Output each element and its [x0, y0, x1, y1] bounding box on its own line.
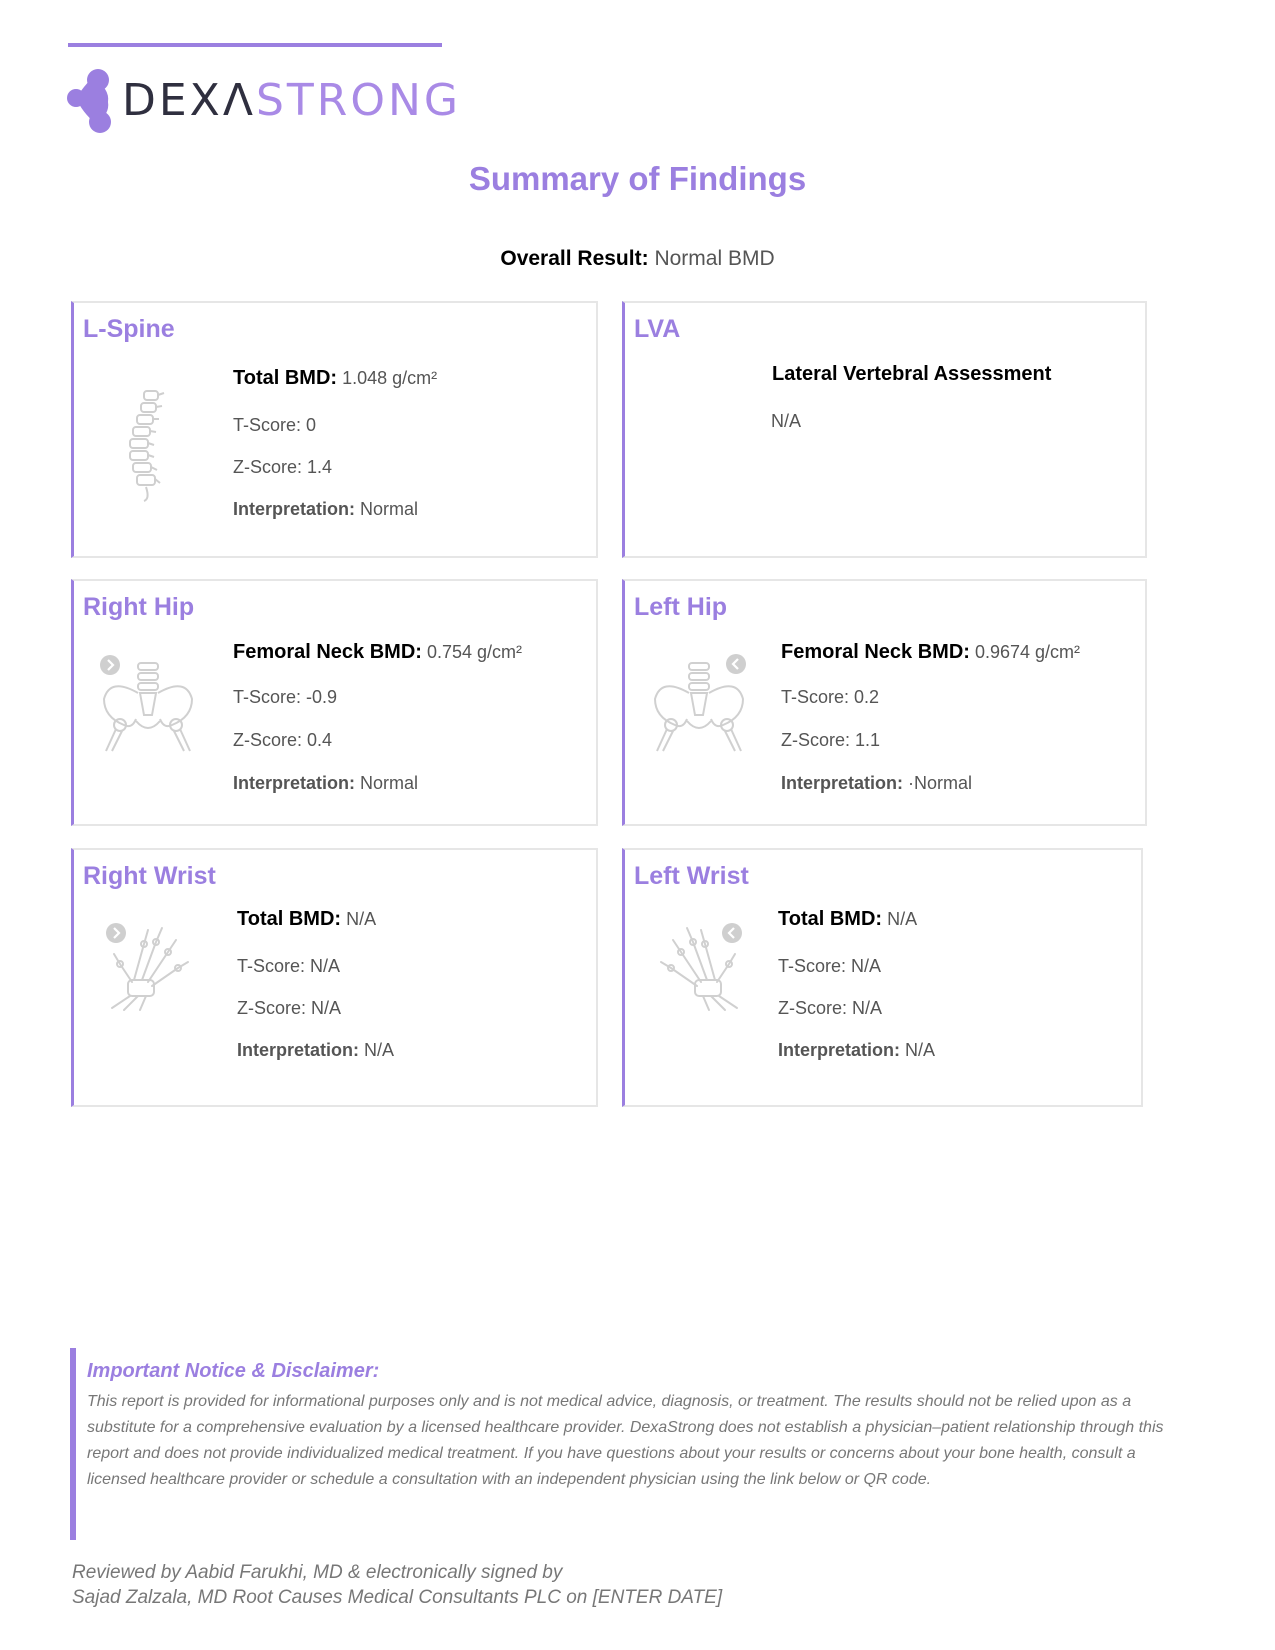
- card-right-hip: [71, 579, 598, 826]
- field-value: N/A: [887, 909, 918, 929]
- overall-result-label: Overall Result:: [500, 247, 649, 270]
- t-score: T-Score: 0: [233, 415, 317, 435]
- card-left-hip: [622, 579, 1147, 826]
- card-title: Right Hip: [83, 593, 195, 621]
- t-score: T-Score: -0.9: [233, 687, 338, 707]
- logo-mark-icon: [66, 68, 118, 134]
- interpretation: [233, 773, 418, 794]
- page-title: Summary of Findings: [468, 160, 807, 197]
- overall-result-value: Normal BMD: [654, 247, 775, 270]
- z-score: Z-Score: 1.4: [233, 457, 333, 477]
- femoral-neck-bmd: [233, 641, 522, 664]
- z-score: Z-Score: N/A: [778, 998, 883, 1018]
- interpretation: [778, 1040, 935, 1061]
- field-value: ·Normal: [908, 773, 973, 793]
- lva-subtitle: Lateral Vertebral Assessment: [772, 363, 1052, 385]
- t-score: T-Score: N/A: [778, 956, 882, 976]
- pelvis-icon: [98, 659, 198, 753]
- total-bmd: [778, 908, 917, 931]
- card-title: Left Hip: [634, 593, 728, 621]
- brand-name-light: STRONG: [255, 75, 461, 126]
- field-label: Interpretation:: [233, 773, 356, 793]
- card-lspine: [71, 301, 598, 558]
- card-title: LVA: [634, 315, 681, 343]
- field-label: Total BMD:: [237, 908, 342, 930]
- disclaimer-body: This report is provided for informational purposes only and is not medical advice, diagnosis, or treatment. The results should not be relied upon as a substitute for a comprehensive evaluation by a licensed healthcare provider. DexaStrong does not establish a physician–patient relationship through this report and does not provide individualized medical treatment. If you have questions about your results or concerns about your bone health, consult a licensed healthcare provider or schedule a consultation with an independent physician using the link below or QR code.: [87, 1393, 1164, 1488]
- overall-result: [0, 247, 1275, 271]
- field-label: Femoral Neck BMD:: [781, 641, 970, 663]
- hand-icon: [104, 920, 196, 1012]
- card-left-wrist: [622, 848, 1143, 1107]
- field-value: Normal: [360, 773, 419, 793]
- interpretation: [781, 773, 972, 794]
- total-bmd: [233, 367, 437, 390]
- brand-logo: [66, 66, 461, 136]
- signoff: [72, 1560, 722, 1610]
- field-label: Total BMD:: [233, 367, 338, 389]
- card-title: Right Wrist: [83, 862, 216, 890]
- disclaimer-title: Important Notice & Disclaimer:: [87, 1360, 380, 1382]
- field-label: Interpretation:: [237, 1040, 360, 1060]
- z-score: Z-Score: 1.1: [781, 730, 881, 750]
- interpretation: [233, 499, 418, 520]
- field-value: 1.048 g/cm²: [342, 368, 438, 388]
- field-label: Interpretation:: [233, 499, 356, 519]
- card-right-wrist: [71, 848, 598, 1107]
- pelvis-icon: [649, 659, 749, 753]
- field-label: Total BMD:: [778, 908, 883, 930]
- signoff-line-1: Reviewed by Aabid Farukhi, MD & electronically signed by: [72, 1562, 563, 1583]
- field-value: N/A: [364, 1040, 395, 1060]
- field-label: Interpretation:: [781, 773, 904, 793]
- t-score: T-Score: 0.2: [781, 687, 880, 707]
- signoff-line-2: Sajad Zalzala, MD Root Causes Medical Consultants PLC on [ENTER DATE]: [72, 1587, 723, 1608]
- logo-rule: [68, 43, 442, 47]
- spine-icon: [120, 387, 170, 503]
- total-bmd: [237, 908, 376, 931]
- card-title: Left Wrist: [634, 862, 749, 890]
- card-title: L-Spine: [83, 315, 175, 343]
- field-value: N/A: [346, 909, 377, 929]
- field-value: 0.754 g/cm²: [426, 642, 522, 662]
- brand-wordmark: [122, 75, 461, 126]
- card-lva: [622, 301, 1147, 558]
- disclaimer-box: [70, 1348, 1190, 1540]
- z-score: Z-Score: 0.4: [233, 730, 333, 750]
- field-value: Normal: [360, 499, 419, 519]
- lva-value: N/A: [771, 411, 802, 431]
- t-score: T-Score: N/A: [237, 956, 341, 976]
- field-value: 0.9674 g/cm²: [974, 642, 1081, 662]
- field-label: Femoral Neck BMD:: [233, 641, 422, 663]
- field-label: Interpretation:: [778, 1040, 901, 1060]
- interpretation: [237, 1040, 394, 1061]
- z-score: Z-Score: N/A: [237, 998, 342, 1018]
- hand-icon: [653, 920, 745, 1012]
- brand-name-dark: DEXΛ: [122, 75, 256, 126]
- field-value: N/A: [905, 1040, 936, 1060]
- femoral-neck-bmd: [781, 641, 1080, 664]
